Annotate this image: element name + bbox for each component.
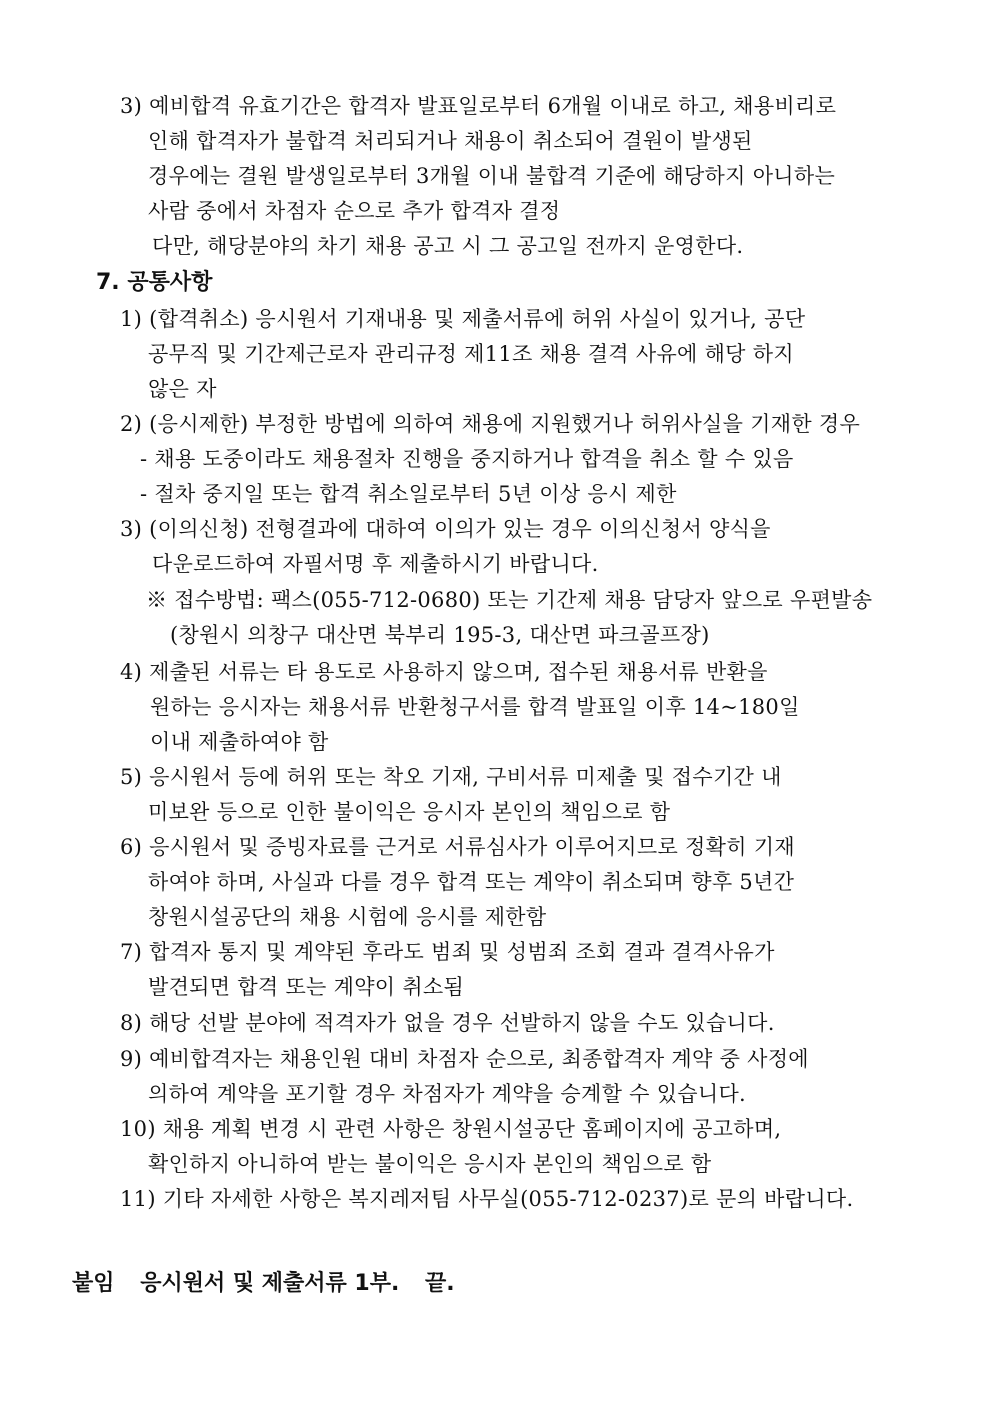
s7-item11-line1: 11) 기타 자세한 사항은 복지레저팀 사무실(055-712-0237)로 문의 바랍니다.	[120, 1187, 854, 1211]
section-7-title: 7. 공통사항	[96, 270, 213, 295]
s7-item3-line2: 다운로드하여 자필서명 후 제출하시기 바랍니다.	[152, 552, 599, 576]
item3-line1: 3) 예비합격 유효기간은 합격자 발표일로부터 6개월 이내로 하고, 채용비리로	[120, 94, 837, 118]
s7-item6-line3: 창원시설공단의 채용 시험에 응시를 제한함	[148, 905, 547, 929]
s7-item9-line1: 9) 예비합격자는 채용인원 대비 차점자 순으로, 최종합격자 계약 중 사정에	[120, 1047, 809, 1071]
s7-item6-line1: 6) 응시원서 및 증빙자료를 근거로 서류심사가 이루어지므로 정확히 기재	[120, 835, 795, 859]
s7-item10-line1: 10) 채용 계획 변경 시 관련 사항은 창원시설공단 홈페이지에 공고하며,	[120, 1117, 782, 1141]
item3-line5: 다만, 해당분야의 차기 채용 공고 시 그 공고일 전까지 운영한다.	[152, 234, 744, 258]
end-mark: 끝.	[425, 1271, 455, 1296]
s7-item9-line2: 의하여 계약을 포기할 경우 차점자가 계약을 승계할 수 있습니다.	[148, 1082, 747, 1106]
s7-item4-line2: 원하는 응시자는 채용서류 반환청구서를 합격 발표일 이후 14~180일	[150, 695, 800, 719]
s7-item7-line1: 7) 합격자 통지 및 계약된 후라도 범죄 및 성범죄 조회 결과 결격사유가	[120, 940, 775, 964]
item3-line3: 경우에는 결원 발생일로부터 3개월 이내 불합격 기준에 해당하지 아니하는	[148, 164, 836, 188]
s7-item2-line2: - 채용 도중이라도 채용절차 진행을 중지하거나 합격을 취소 할 수 있음	[140, 447, 794, 471]
s7-item8-line1: 8) 해당 선발 분야에 적격자가 없을 경우 선발하지 않을 수도 있습니다.	[120, 1011, 775, 1035]
s7-item2-line3: - 절차 중지일 또는 합격 취소일로부터 5년 이상 응시 제한	[140, 482, 677, 506]
s7-item1-line3: 않은 자	[148, 377, 217, 401]
s7-item5-line2: 미보완 등으로 인한 불이익은 응시자 본인의 책임으로 함	[148, 800, 671, 824]
attachment-line	[72, 1267, 455, 1301]
s7-item5-line1: 5) 응시원서 등에 허위 또는 착오 기재, 구비서류 미제출 및 접수기간 내	[120, 765, 782, 789]
s7-item4-line3: 이내 제출하여야 함	[150, 730, 329, 754]
attachment-label: 붙임	[72, 1271, 115, 1296]
s7-item3-note: ※ 접수방법: 팩스(055-712-0680) 또는 기간제 채용 담당자 앞으로 우편발송	[146, 588, 873, 612]
s7-item3-address: (창원시 의창구 대산면 북부리 195-3, 대산면 파크골프장)	[170, 623, 710, 647]
s7-item4-line1: 4) 제출된 서류는 타 용도로 사용하지 않으며, 접수된 채용서류 반환을	[120, 660, 768, 684]
item3-line2: 인해 합격자가 불합격 처리되거나 채용이 취소되어 결원이 발생된	[148, 129, 753, 153]
s7-item3-line1: 3) (이의신청) 전형결과에 대하여 이의가 있는 경우 이의신청서 양식을	[120, 517, 771, 541]
s7-item7-line2: 발견되면 합격 또는 계약이 취소됨	[148, 975, 465, 999]
s7-item1-line1: 1) (합격취소) 응시원서 기재내용 및 제출서류에 허위 사실이 있거나, 공단	[120, 307, 806, 331]
item3-line4: 사람 중에서 차점자 순으로 추가 합격자 결정	[148, 199, 561, 223]
s7-item6-line2: 하여야 하며, 사실과 다를 경우 합격 또는 계약이 취소되며 향후 5년간	[148, 870, 795, 894]
attachment-text: 응시원서 및 제출서류 1부.	[140, 1271, 400, 1296]
s7-item2-line1: 2) (응시제한) 부정한 방법에 의하여 채용에 지원했거나 허위사실을 기재한 경우	[120, 412, 861, 436]
s7-item10-line2: 확인하지 아니하여 받는 불이익은 응시자 본인의 책임으로 함	[148, 1152, 712, 1176]
s7-item1-line2: 공무직 및 기간제근로자 관리규정 제11조 채용 결격 사유에 해당 하지	[148, 342, 794, 366]
